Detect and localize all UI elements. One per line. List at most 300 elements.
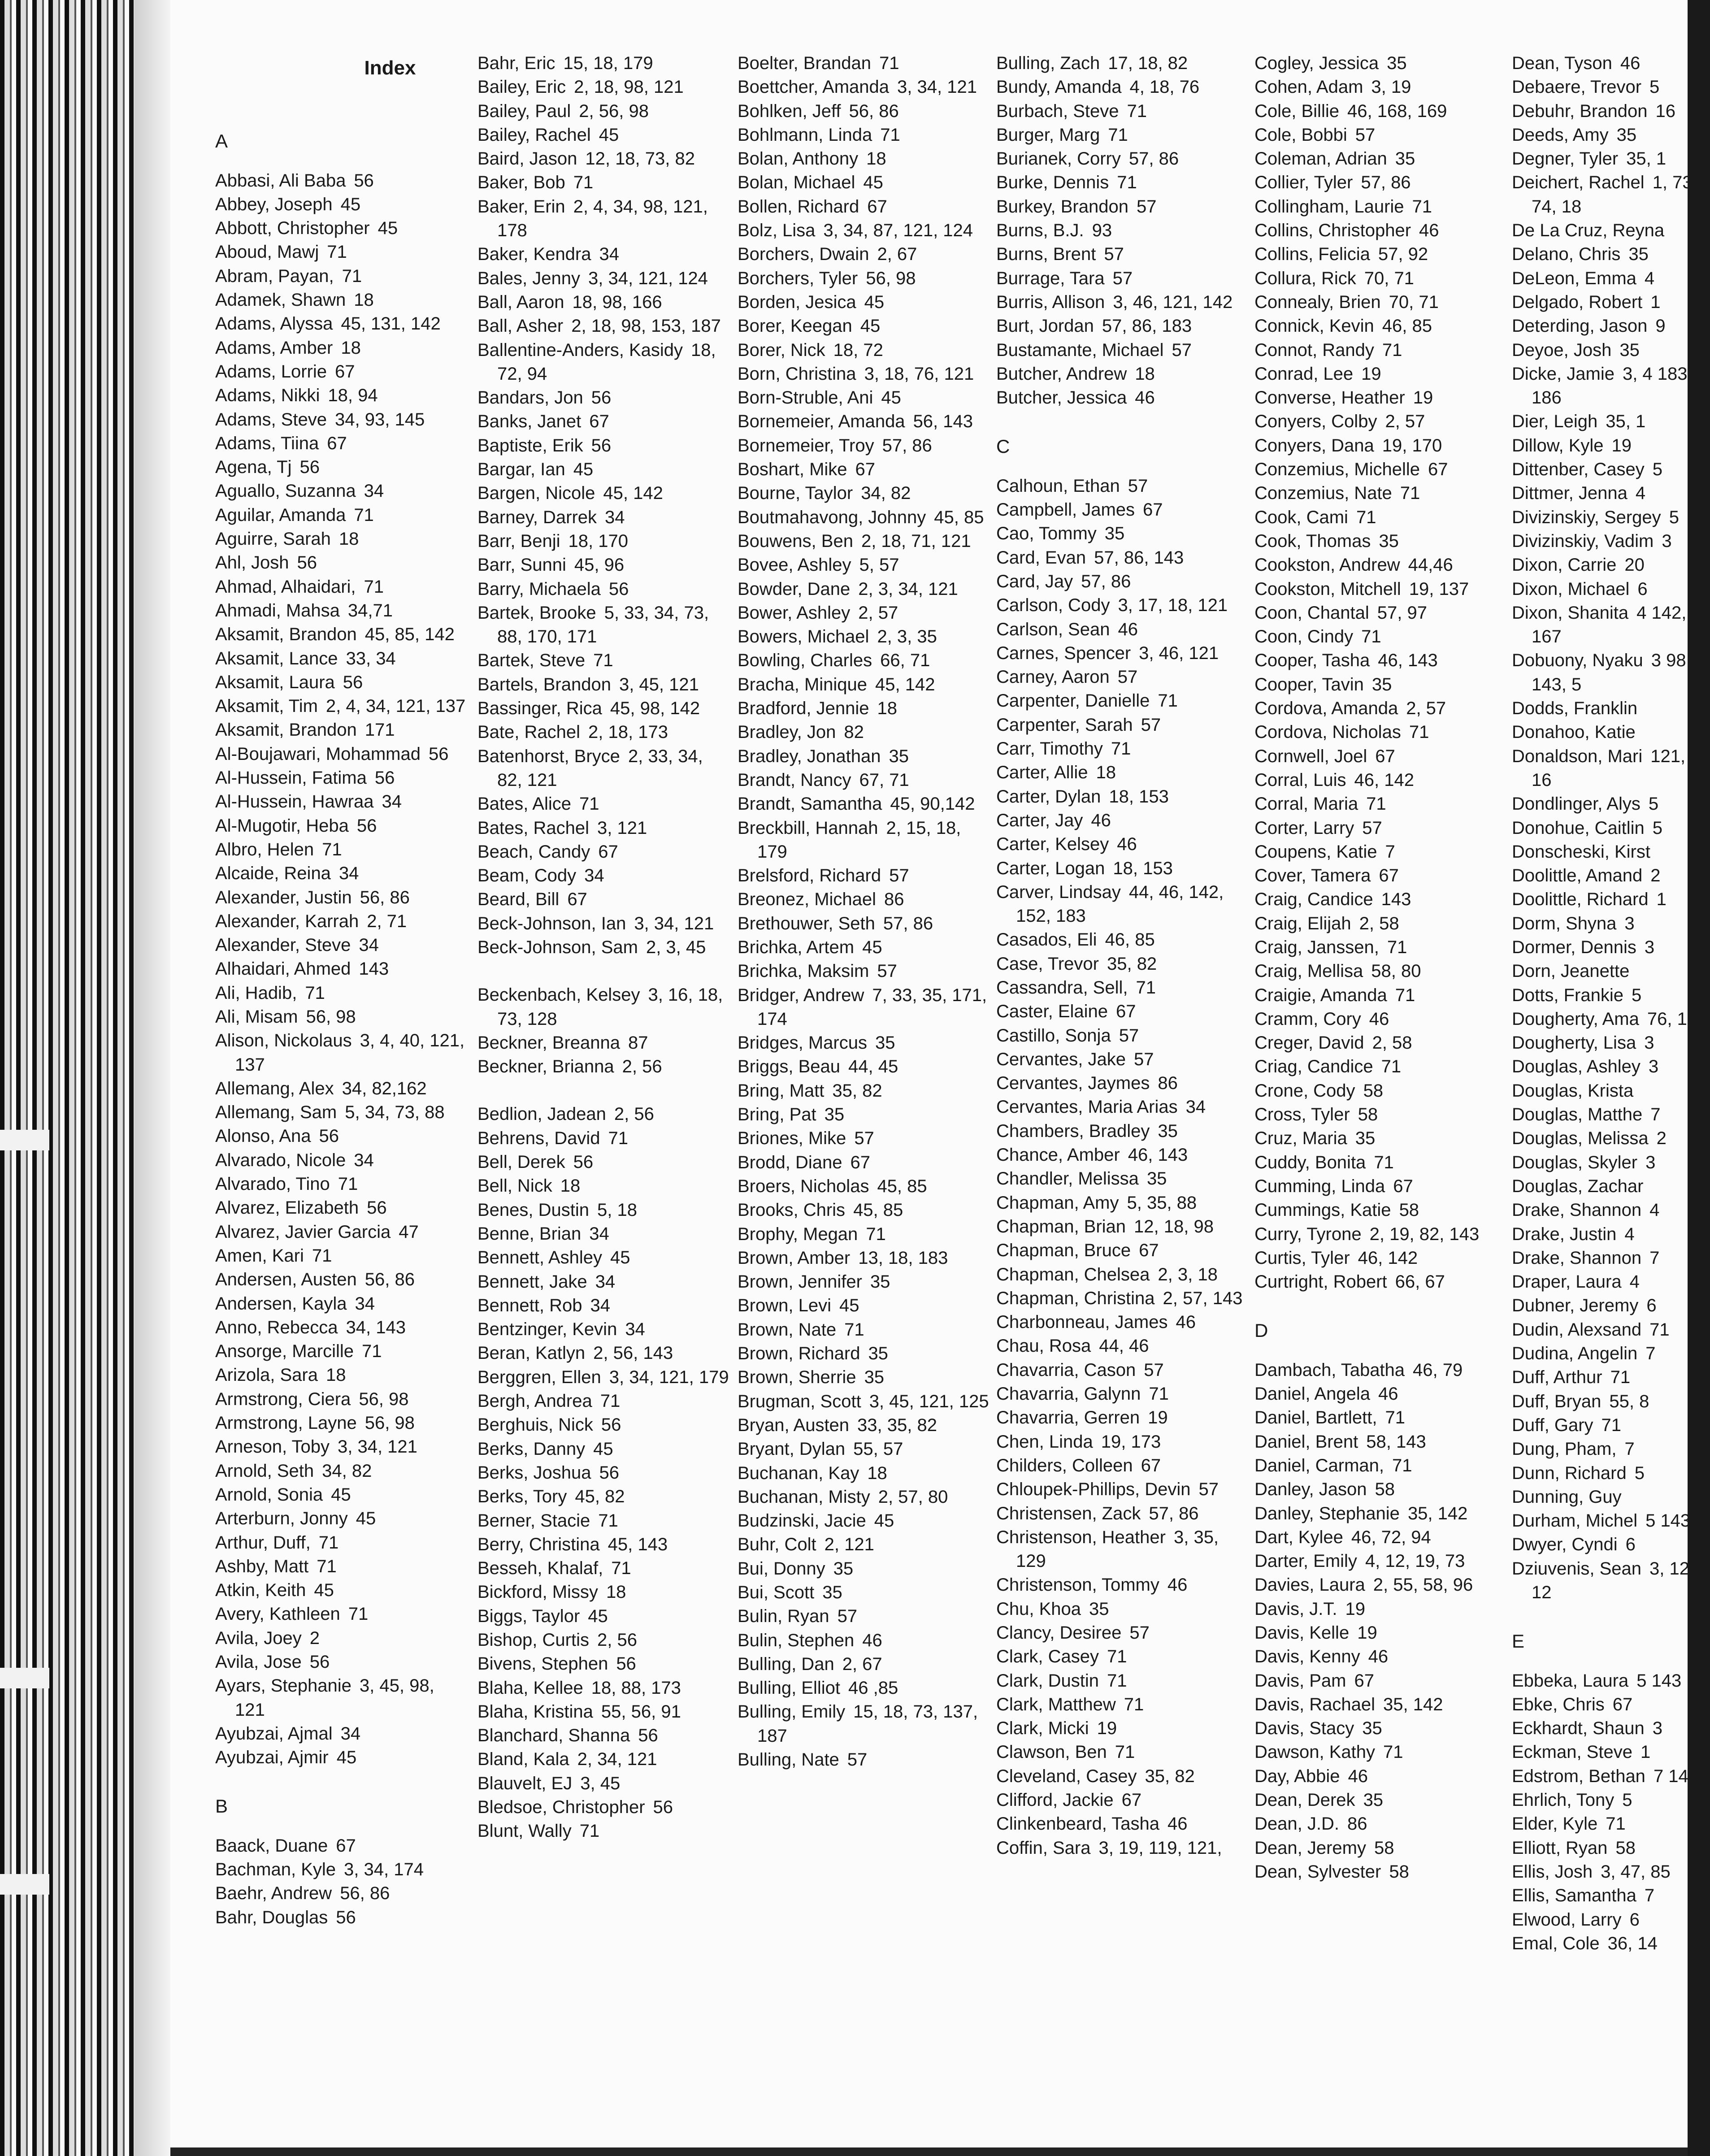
entry-name: Banks, Janet bbox=[477, 412, 582, 432]
entry-pages: 46 bbox=[1378, 1384, 1398, 1404]
entry-name: Baack, Duane bbox=[215, 1835, 328, 1856]
index-entry bbox=[215, 193, 468, 217]
entry-pages: 2, 121 bbox=[824, 1535, 874, 1555]
index-entry bbox=[1512, 338, 1710, 362]
entry-pages: 46, 142 bbox=[1358, 1248, 1418, 1268]
entry-name: Cook, Thomas bbox=[1254, 531, 1371, 551]
index-entry bbox=[477, 1700, 730, 1724]
entry-pages: 7 bbox=[1385, 842, 1395, 862]
entry-name: Arnold, Sonia bbox=[215, 1484, 323, 1505]
index-entry bbox=[1512, 1318, 1710, 1342]
entry-pages: 56, 98 bbox=[866, 268, 916, 288]
entry-name: Blaha, Kellee bbox=[477, 1678, 583, 1698]
entry-pages: 3 bbox=[1652, 1718, 1662, 1739]
entry-name: Bartek, Steve bbox=[477, 651, 586, 671]
entry-pages: 58 bbox=[1375, 1479, 1395, 1500]
entry-name: Casados, Eli bbox=[996, 930, 1097, 950]
entry-name: Alvarado, Tino bbox=[215, 1174, 330, 1194]
entry-name: Aksamit, Tim bbox=[215, 696, 318, 716]
index-entry bbox=[477, 338, 730, 386]
entry-pages: 71 bbox=[879, 53, 899, 73]
entry-pages: 56 bbox=[573, 1152, 594, 1172]
entry-name: Beam, Cody bbox=[477, 866, 577, 886]
entry-pages: 143 bbox=[359, 959, 389, 979]
index-entry bbox=[1254, 1127, 1507, 1150]
index-entry bbox=[215, 432, 468, 455]
index-entry bbox=[738, 1294, 990, 1318]
entry-pages: 3, 4 183, 186 bbox=[1532, 364, 1693, 408]
entry-pages: 35, 82 bbox=[1145, 1766, 1195, 1786]
entry-name: Brown, Sherrie bbox=[738, 1367, 856, 1388]
entry-pages: 46 ,85 bbox=[848, 1678, 898, 1698]
book-gutter bbox=[135, 0, 170, 2156]
entry-name: Curtright, Robert bbox=[1254, 1272, 1387, 1292]
entry-pages: 71 bbox=[354, 505, 374, 525]
entry-pages: 36, 14 bbox=[1607, 1933, 1658, 1953]
entry-pages: 58 bbox=[1374, 1838, 1394, 1858]
entry-name: Burt, Jordan bbox=[996, 316, 1094, 336]
entry-name: Amen, Kari bbox=[215, 1245, 304, 1266]
entry-name: Cover, Tamera bbox=[1254, 866, 1371, 886]
index-entry bbox=[1254, 75, 1507, 99]
entry-name: Delgado, Robert bbox=[1512, 292, 1643, 312]
entry-pages: 46, 142 bbox=[1354, 770, 1414, 790]
entry-name: Dillow, Kyle bbox=[1512, 435, 1604, 455]
index-entry bbox=[477, 553, 730, 577]
entry-pages: 143 bbox=[1381, 889, 1411, 910]
entry-name: Armstrong, Layne bbox=[215, 1413, 357, 1433]
entry-pages: 34 bbox=[1185, 1097, 1206, 1117]
entry-pages: 71 bbox=[1366, 794, 1386, 814]
entry-name: Alexander, Justin bbox=[215, 887, 352, 907]
entry-pages: 4 bbox=[1629, 1272, 1640, 1292]
index-entry bbox=[477, 267, 730, 291]
index-entry bbox=[477, 171, 730, 195]
spacer bbox=[477, 959, 729, 983]
index-entry bbox=[1254, 195, 1507, 219]
entry-pages: 4 bbox=[1644, 268, 1655, 288]
entry-name: Corral, Maria bbox=[1254, 794, 1358, 814]
entry-pages: 3, 46, 121 bbox=[1139, 643, 1219, 663]
index-entry bbox=[996, 1717, 1249, 1740]
entry-name: Bates, Alice bbox=[477, 794, 572, 814]
index-entry bbox=[996, 52, 1249, 75]
entry-pages: 35 bbox=[1158, 1121, 1178, 1141]
entry-name: Allemang, Sam bbox=[215, 1102, 337, 1123]
entry-name: Daniel, Carman, bbox=[1254, 1455, 1384, 1475]
entry-name: Dart, Kylee bbox=[1254, 1527, 1343, 1547]
index-entry bbox=[477, 1413, 730, 1437]
entry-pages: 45 bbox=[863, 173, 883, 193]
index-entry bbox=[1254, 1007, 1507, 1031]
index-entry bbox=[215, 1722, 468, 1746]
index-entry bbox=[1512, 1812, 1710, 1836]
entry-name: Cross, Tyler bbox=[1254, 1105, 1350, 1125]
entry-name: Boettcher, Amanda bbox=[738, 77, 890, 97]
index-entry bbox=[738, 1462, 990, 1485]
index-entry bbox=[1512, 291, 1710, 314]
entry-name: Brethouwer, Seth bbox=[738, 913, 875, 933]
entry-pages: 2, 56, 143 bbox=[593, 1343, 673, 1363]
index-entry bbox=[215, 265, 468, 288]
entry-pages: 57 bbox=[847, 1750, 868, 1770]
entry-name: Dougherty, Lisa bbox=[1512, 1033, 1636, 1053]
entry-pages: 34 bbox=[595, 1271, 616, 1292]
entry-pages: 45, 142 bbox=[875, 674, 935, 694]
index-entry bbox=[996, 1263, 1249, 1287]
entry-name: Darter, Emily bbox=[1254, 1551, 1357, 1571]
entry-pages: 2 bbox=[1650, 866, 1661, 886]
entry-name: Bates, Rachel bbox=[477, 818, 590, 838]
entry-pages: 2, 3, 34, 121 bbox=[858, 579, 958, 599]
entry-name: Cooper, Tasha bbox=[1254, 651, 1370, 671]
entry-pages: 34, 82,162 bbox=[342, 1078, 427, 1098]
entry-name: Bennett, Ashley bbox=[477, 1248, 602, 1268]
entry-pages: 86 bbox=[1158, 1073, 1178, 1093]
entry-pages: 45 bbox=[864, 292, 885, 312]
index-entry bbox=[477, 1150, 730, 1174]
index-entry bbox=[1512, 1462, 1710, 1485]
entry-pages: 67, 71 bbox=[859, 770, 909, 790]
entry-pages: 57 bbox=[1119, 1025, 1139, 1045]
entry-pages: 46 bbox=[1348, 1766, 1368, 1786]
index-entry bbox=[215, 169, 468, 193]
entry-pages: 18 bbox=[354, 290, 374, 310]
index-entry bbox=[215, 479, 468, 503]
index-entry bbox=[1254, 243, 1507, 266]
index-entry bbox=[215, 1555, 468, 1579]
entry-pages: 18 bbox=[341, 338, 361, 358]
entry-pages: 33, 35, 82 bbox=[857, 1415, 937, 1435]
entry-name: Chandler, Melissa bbox=[996, 1169, 1139, 1189]
entry-pages: 6 bbox=[1625, 1535, 1636, 1555]
entry-pages: 34 bbox=[589, 1223, 609, 1244]
entry-name: Baptiste, Erik bbox=[477, 435, 583, 455]
entry-pages: 67 bbox=[1121, 1790, 1142, 1810]
index-entry bbox=[996, 386, 1249, 410]
index-entry bbox=[738, 1748, 990, 1772]
index-entry bbox=[1512, 1884, 1710, 1908]
entry-name: Doolittle, Richard bbox=[1512, 889, 1649, 910]
entry-pages: 56, 86 bbox=[849, 101, 899, 121]
index-entry bbox=[215, 1149, 468, 1172]
entry-name: Alonso, Ana bbox=[215, 1126, 311, 1146]
entry-pages: 3 98, 143, 5 bbox=[1532, 651, 1691, 694]
index-entry bbox=[477, 1198, 730, 1222]
index-entry bbox=[215, 718, 468, 742]
entry-name: Ali, Hadib, bbox=[215, 983, 297, 1003]
entry-pages: 57 bbox=[1117, 667, 1138, 687]
entry-pages: 67 bbox=[598, 842, 618, 862]
entry-name: Coon, Cindy bbox=[1254, 627, 1354, 647]
entry-pages: 47 bbox=[399, 1222, 419, 1242]
index-entry bbox=[738, 1390, 990, 1414]
entry-name: Card, Jay bbox=[996, 571, 1073, 591]
index-entry bbox=[215, 408, 468, 432]
entry-name: Clark, Casey bbox=[996, 1647, 1099, 1667]
index-entry bbox=[996, 1382, 1249, 1406]
index-entry bbox=[1512, 1198, 1710, 1222]
entry-name: Donahoo, Katie bbox=[1512, 722, 1636, 742]
index-entry bbox=[1254, 888, 1507, 911]
index-entry bbox=[477, 792, 730, 816]
index-entry bbox=[1254, 219, 1507, 243]
entry-pages: 46 bbox=[1176, 1312, 1196, 1332]
entry-name: Dorn, Jeanette bbox=[1512, 961, 1630, 981]
index-entry bbox=[996, 1334, 1249, 1358]
entry-name: Chambers, Bradley bbox=[996, 1121, 1150, 1141]
index-entry bbox=[996, 474, 1249, 498]
entry-pages: 71 bbox=[611, 1558, 631, 1579]
index-entry bbox=[477, 697, 730, 720]
index-entry bbox=[477, 745, 730, 793]
entry-pages: 34 bbox=[584, 866, 604, 886]
entry-pages: 58, 143 bbox=[1366, 1432, 1426, 1452]
entry-name: Dean, Derek bbox=[1254, 1790, 1355, 1810]
entry-pages: 57 bbox=[1355, 125, 1376, 145]
index-entry bbox=[1254, 577, 1507, 601]
entry-name: Butcher, Andrew bbox=[996, 364, 1127, 384]
entry-name: Brophy, Megan bbox=[738, 1224, 858, 1244]
index-entry bbox=[996, 1430, 1249, 1454]
index-entry bbox=[1254, 1478, 1507, 1501]
index-entry bbox=[1254, 792, 1507, 816]
entry-pages: 58 bbox=[1358, 1105, 1378, 1125]
index-column-6 bbox=[1512, 52, 1707, 1956]
entry-name: Dean, Jeremy bbox=[1254, 1838, 1366, 1858]
entry-pages: 35 bbox=[824, 1105, 845, 1125]
entry-pages: 71 bbox=[1649, 1319, 1670, 1340]
index-entry bbox=[215, 360, 468, 384]
entry-name: Blanchard, Shanna bbox=[477, 1726, 630, 1746]
entry-name: Carter, Jay bbox=[996, 810, 1083, 830]
entry-pages: 58, 80 bbox=[1371, 961, 1421, 981]
entry-name: Curry, Tyrone bbox=[1254, 1224, 1362, 1244]
entry-pages: 3, 46, 121, 142 bbox=[1113, 292, 1233, 312]
entry-name: Clark, Micki bbox=[996, 1718, 1089, 1739]
entry-pages: 3, 16, 18, 73, 128 bbox=[497, 985, 723, 1029]
index-entry bbox=[1512, 1151, 1710, 1175]
entry-name: Cervantes, Jaymes bbox=[996, 1073, 1150, 1093]
entry-name: Berks, Tory bbox=[477, 1487, 567, 1507]
entry-name: Batenhorst, Bryce bbox=[477, 746, 620, 766]
entry-pages: 57, 97 bbox=[1377, 603, 1427, 623]
entry-pages: 56, 98 bbox=[306, 1006, 356, 1027]
entry-pages: 71 bbox=[362, 1341, 382, 1362]
entry-pages: 34 bbox=[355, 1293, 375, 1314]
index-entry bbox=[477, 1246, 730, 1270]
entry-name: Bland, Kala bbox=[477, 1749, 569, 1770]
entry-pages: 35, 82 bbox=[832, 1080, 882, 1101]
index-entry bbox=[996, 100, 1249, 123]
entry-pages: 34 bbox=[339, 863, 359, 884]
entry-pages: 71 bbox=[1108, 125, 1128, 145]
entry-pages: 67 bbox=[567, 889, 587, 910]
entry-pages: 5 bbox=[1631, 985, 1642, 1005]
entry-pages: 5, 18 bbox=[597, 1200, 637, 1220]
index-entry bbox=[1512, 506, 1710, 529]
entry-pages: 71 bbox=[1107, 1670, 1127, 1691]
entry-name: Duff, Gary bbox=[1512, 1415, 1593, 1435]
entry-pages: 45, 98, 142 bbox=[610, 698, 700, 719]
entry-pages: 67 bbox=[1379, 866, 1399, 886]
entry-pages: 3, 34, 121 bbox=[897, 77, 977, 97]
entry-name: Bassinger, Rica bbox=[477, 698, 602, 719]
entry-name: Donscheski, Kirst bbox=[1512, 842, 1650, 862]
entry-name: Cervantes, Maria Arias bbox=[996, 1097, 1178, 1117]
entry-name: Ehrlich, Tony bbox=[1512, 1790, 1615, 1810]
entry-pages: 34, 82 bbox=[322, 1461, 372, 1481]
entry-name: Clifford, Jackie bbox=[996, 1790, 1114, 1810]
section-letter: A bbox=[215, 130, 228, 152]
entry-name: Borchers, Dwain bbox=[738, 244, 869, 265]
index-entry bbox=[477, 1270, 730, 1294]
entry-pages: 56 bbox=[599, 1462, 619, 1483]
entry-pages: 71 bbox=[318, 1532, 339, 1553]
index-entry bbox=[215, 1196, 468, 1220]
entry-name: Bradley, Jonathan bbox=[738, 746, 881, 766]
index-entry bbox=[738, 888, 990, 911]
index-entry bbox=[215, 671, 468, 694]
entry-pages: 71 bbox=[1107, 1647, 1127, 1667]
entry-name: Brooks, Chris bbox=[738, 1200, 846, 1220]
entry-pages: 45 bbox=[874, 1511, 894, 1531]
index-entry bbox=[215, 1172, 468, 1196]
index-entry bbox=[738, 1246, 990, 1270]
index-entry bbox=[215, 384, 468, 408]
entry-pages: 35 bbox=[822, 1583, 842, 1602]
index-entry bbox=[996, 1740, 1249, 1764]
index-entry bbox=[477, 314, 730, 338]
entry-name: Douglas, Skyler bbox=[1512, 1152, 1638, 1172]
entry-name: Chavarria, Gerren bbox=[996, 1408, 1140, 1428]
index-entry bbox=[1254, 720, 1507, 744]
index-entry bbox=[1254, 1454, 1507, 1478]
entry-name: Berks, Joshua bbox=[477, 1462, 591, 1483]
entry-pages: 56 bbox=[374, 768, 395, 788]
entry-pages: 46, 79 bbox=[1413, 1360, 1463, 1380]
index-entry bbox=[477, 123, 730, 147]
entry-name: Arneson, Toby bbox=[215, 1437, 330, 1457]
index-entry bbox=[738, 649, 990, 672]
index-entry bbox=[738, 1485, 990, 1509]
entry-name: Brichka, Maksim bbox=[738, 961, 869, 981]
index-entry bbox=[996, 314, 1249, 338]
index-entry bbox=[477, 1055, 730, 1079]
entry-name: De La Cruz, Reyna bbox=[1512, 221, 1665, 241]
index-entry bbox=[1254, 697, 1507, 720]
entry-name: Boutmahavong, Johnny bbox=[738, 507, 926, 527]
index-entry bbox=[215, 1388, 468, 1411]
index-entry bbox=[738, 1223, 990, 1246]
entry-pages: 86 bbox=[1347, 1814, 1367, 1834]
entry-name: Berks, Danny bbox=[477, 1439, 586, 1459]
entry-name: Alcaide, Reina bbox=[215, 863, 331, 884]
entry-pages: 15, 18, 73, 137, 187 bbox=[757, 1702, 978, 1746]
entry-pages: 57 bbox=[1112, 268, 1133, 288]
entry-pages: 2, 56 bbox=[614, 1104, 654, 1124]
index-entry bbox=[996, 1836, 1249, 1860]
entry-name: Arthur, Duff, bbox=[215, 1532, 311, 1553]
entry-pages: 18 bbox=[867, 1463, 887, 1483]
index-entry bbox=[1512, 1270, 1710, 1294]
entry-pages: 71 bbox=[1115, 1742, 1135, 1762]
index-entry bbox=[738, 171, 990, 195]
entry-pages: 46 bbox=[1118, 619, 1138, 639]
entry-name: Campbell, James bbox=[996, 500, 1135, 520]
index-entry bbox=[215, 814, 468, 838]
entry-pages: 57 bbox=[1128, 476, 1148, 496]
entry-name: Crone, Cody bbox=[1254, 1080, 1355, 1101]
index-entry bbox=[996, 546, 1249, 570]
index-entry bbox=[215, 1834, 468, 1858]
entry-name: Carver, Lindsay bbox=[996, 882, 1121, 902]
index-entry bbox=[477, 912, 730, 936]
index-entry bbox=[1512, 864, 1710, 888]
entry-pages: 71 bbox=[1610, 1367, 1631, 1388]
index-entry bbox=[1512, 1717, 1710, 1740]
index-entry bbox=[1512, 458, 1710, 482]
index-entry bbox=[1254, 1549, 1507, 1573]
entry-pages: 71 bbox=[1111, 739, 1131, 759]
entry-name: Carney, Aaron bbox=[996, 667, 1110, 687]
entry-pages: 45 bbox=[340, 194, 361, 214]
entry-pages: 12, 18, 98 bbox=[1134, 1216, 1214, 1236]
index-entry bbox=[738, 745, 990, 768]
entry-pages: 46, 85 bbox=[1105, 930, 1155, 950]
index-entry bbox=[215, 455, 468, 479]
page-edge-tab bbox=[0, 1874, 49, 1895]
index-entry bbox=[215, 790, 468, 814]
entry-pages: 56 bbox=[356, 816, 377, 836]
index-entry bbox=[1512, 720, 1710, 744]
index-entry bbox=[738, 123, 990, 147]
entry-name: Daniel, Brent bbox=[1254, 1432, 1358, 1452]
entry-pages: 18 bbox=[339, 529, 359, 549]
index-entry bbox=[477, 1366, 730, 1389]
entry-name: Ali, Misam bbox=[215, 1006, 298, 1027]
entry-name: Alvarez, Javier Garcia bbox=[215, 1222, 391, 1242]
entry-name: Dudin, Alexsand bbox=[1512, 1319, 1642, 1340]
entry-name: Davis, J.T. bbox=[1254, 1599, 1337, 1619]
entry-pages: 35, 1 bbox=[1606, 412, 1646, 432]
entry-name: Boelter, Brandan bbox=[738, 53, 871, 73]
index-entry bbox=[215, 1674, 468, 1722]
entry-name: Bailey, Paul bbox=[477, 101, 571, 121]
entry-name: Dorm, Shyna bbox=[1512, 913, 1617, 933]
entry-name: Curtis, Tyler bbox=[1254, 1248, 1350, 1268]
index-entry bbox=[738, 1557, 990, 1581]
entry-name: Barr, Benji bbox=[477, 531, 560, 551]
entry-pages: 3, 34, 174 bbox=[344, 1860, 424, 1880]
entry-pages: 46, 143 bbox=[1128, 1145, 1188, 1165]
entry-name: Cuddy, Bonita bbox=[1254, 1152, 1366, 1172]
index-entry bbox=[996, 171, 1249, 195]
entry-name: Bui, Donny bbox=[738, 1558, 825, 1579]
entry-name: Arizola, Sara bbox=[215, 1365, 318, 1385]
index-entry bbox=[738, 864, 990, 888]
entry-name: Elder, Kyle bbox=[1512, 1814, 1598, 1834]
entry-name: Bailey, Eric bbox=[477, 77, 566, 97]
index-entry bbox=[215, 575, 468, 599]
entry-name: Burkey, Brandon bbox=[996, 196, 1128, 217]
entry-name: Duff, Arthur bbox=[1512, 1367, 1602, 1388]
index-entry bbox=[996, 857, 1249, 881]
entry-name: Duff, Bryan bbox=[1512, 1391, 1601, 1411]
entry-name: Conrad, Lee bbox=[1254, 364, 1354, 384]
index-entry bbox=[738, 243, 990, 266]
index-entry bbox=[738, 577, 990, 601]
